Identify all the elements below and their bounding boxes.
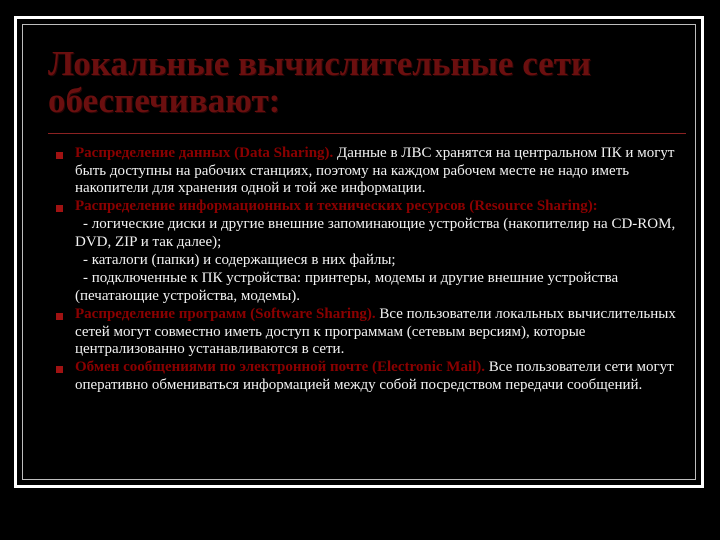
bullet-lead: Распределение информационных и технических ресурсов (Resource Sharing):	[75, 198, 598, 215]
bullet-electronic-mail	[48, 359, 688, 394]
bullet-lead: Распределение данных (Data Sharing).	[75, 145, 334, 161]
square-bullet-icon	[56, 366, 63, 373]
bullet-lead: Распределение программ (Software Sharing).	[75, 305, 376, 322]
bullet-resource-sharing	[48, 198, 688, 216]
bullet-text: Все пользователи локальных вычислительных сетей могут совместно иметь доступ к программам (сетевым версиям), которые централизованно устанавливаются в сети.	[75, 305, 676, 358]
sub-item-devices	[48, 270, 688, 305]
bullet-software-sharing	[48, 306, 688, 359]
bullet-data-sharing	[48, 145, 688, 198]
slide-content	[48, 145, 688, 394]
bullet-lead: Обмен сообщениями по электронной почте (Electronic Mail).	[75, 358, 486, 375]
square-bullet-icon	[56, 152, 63, 159]
sub-item-text: - подключенные к ПК устройства: принтеры, модемы и другие внешние устройства (печатающие устройства, модемы).	[75, 270, 619, 305]
sub-item-folders	[48, 252, 688, 270]
bullet-paragraph	[75, 306, 688, 359]
bullet-text: Все пользователи сети могут оперативно обмениваться информацией между собой посредством передачи сообщений.	[75, 358, 674, 393]
sub-item-text: - каталоги (папки) и содержащиеся в них файлы;	[83, 252, 396, 269]
sub-item-text: - логические диски и другие внешние запоминающие устройства (накопителир на CD-ROM, DVD, ZIP и так далее);	[75, 216, 676, 251]
bullet-paragraph	[75, 145, 688, 198]
bullet-paragraph	[75, 359, 688, 394]
bullet-text: Данные в ЛВС хранятся на центральном ПК и могут быть доступны на рабочих станциях, поэтому на каждом рабочем месте не надо иметь накопители для хранения одной и той же информации.	[75, 145, 675, 197]
square-bullet-icon	[56, 205, 63, 212]
square-bullet-icon	[56, 313, 63, 320]
title-divider	[48, 133, 686, 134]
bullet-paragraph	[75, 198, 688, 216]
slide-title: Локальные вычислительные сети обеспечивают:	[48, 44, 592, 120]
sub-item-disks	[48, 216, 688, 251]
